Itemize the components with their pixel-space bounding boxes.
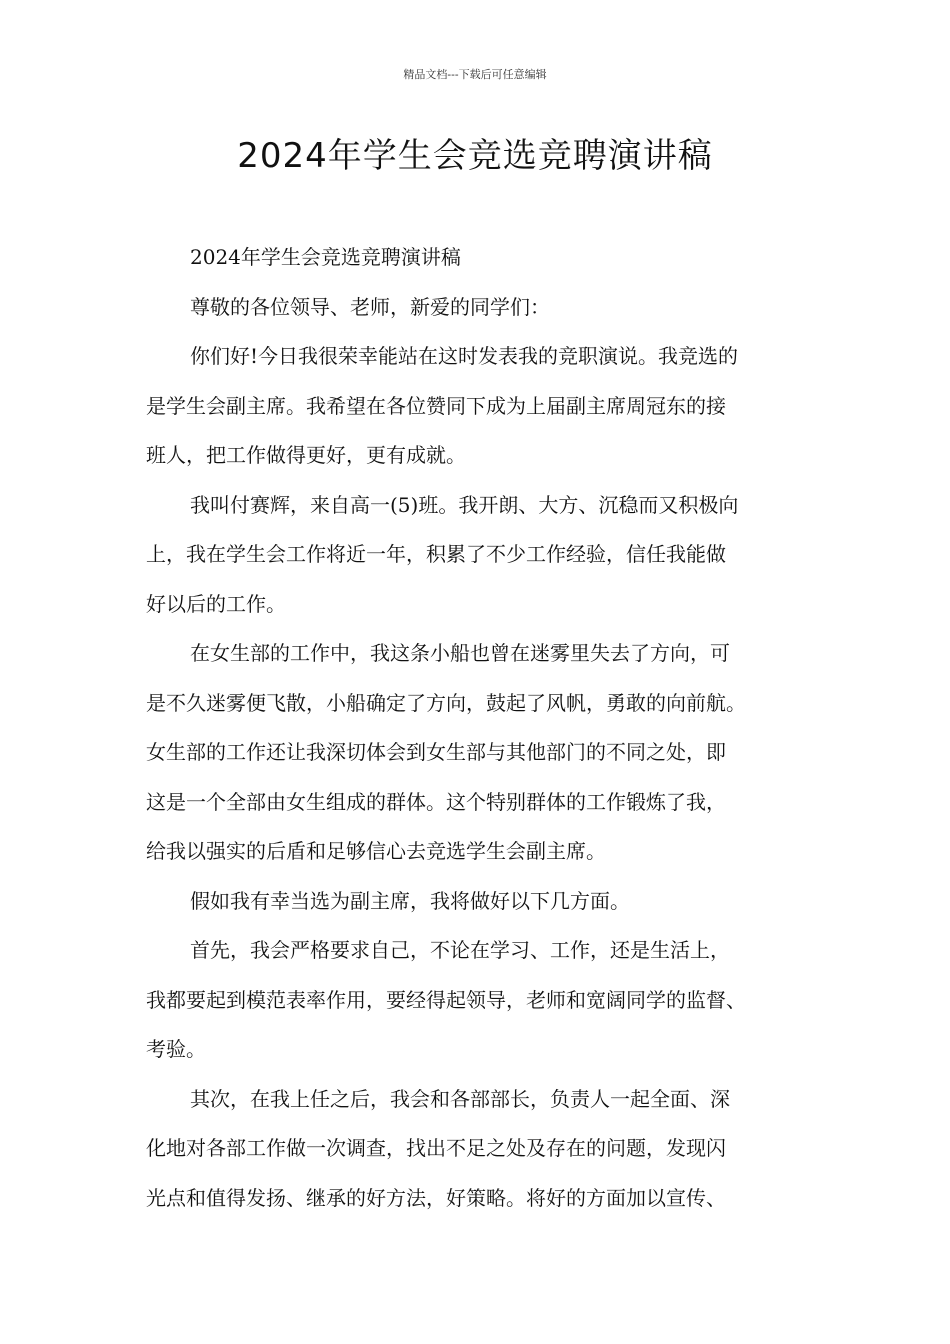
body-line: 首先，我会严格要求自己，不论在学习、工作，还是生活上，	[190, 938, 730, 962]
body-line: 上，我在学生会工作将近一年，积累了不少工作经验，信任我能做	[146, 542, 726, 566]
body-line: 2024年学生会竞选竞聘演讲稿	[190, 245, 461, 269]
body-line: 这是一个全部由女生组成的群体。这个特别群体的工作锻炼了我，	[146, 789, 726, 814]
body-line: 我叫付赛辉，来自高一(5)班。我开朗、大方、沉稳而又积极向	[190, 492, 739, 517]
page-header: 精品文档---下载后可任意编辑	[403, 68, 547, 81]
body-line: 光点和值得发扬、继承的好方法，好策略。将好的方面加以宣传、	[146, 1185, 726, 1210]
body-line: 其次，在我上任之后，我会和各部部长，负责人一起全面、深	[190, 1086, 730, 1111]
body-line: 女生部的工作还让我深切体会到女生部与其他部门的不同之处，即	[146, 740, 726, 764]
body-line: 你们好!今日我很荣幸能站在这时发表我的竞职演说。我竞选的	[190, 344, 739, 368]
body-line: 尊敬的各位领导、老师，新爱的同学们：	[190, 294, 550, 319]
body-line: 在女生部的工作中，我这条小船也曾在迷雾里失去了方向，可	[190, 641, 730, 665]
body-line: 好以后的工作。	[146, 591, 286, 616]
document-title: 2024年学生会竞选竞聘演讲稿	[237, 136, 713, 176]
body-line: 假如我有幸当选为副主席，我将做好以下几方面。	[190, 888, 630, 913]
body-line: 化地对各部工作做一次调查，找出不足之处及存在的问题，发现闪	[146, 1136, 726, 1160]
body-line: 我都要起到模范表率作用，要经得起领导，老师和宽阔同学的监督、	[146, 987, 746, 1012]
body-line: 班人，把工作做得更好，更有成就。	[146, 443, 466, 467]
body-line: 给我以强实的后盾和足够信心去竞选学生会副主席。	[146, 839, 606, 863]
document-body	[146, 233, 826, 1223]
body-line: 考验。	[146, 1037, 206, 1061]
body-line: 是不久迷雾便飞散，小船确定了方向，鼓起了风帆，勇敢的向前航。	[146, 690, 746, 715]
body-line: 是学生会副主席。我希望在各位赞同下成为上届副主席周冠东的接	[146, 393, 726, 418]
